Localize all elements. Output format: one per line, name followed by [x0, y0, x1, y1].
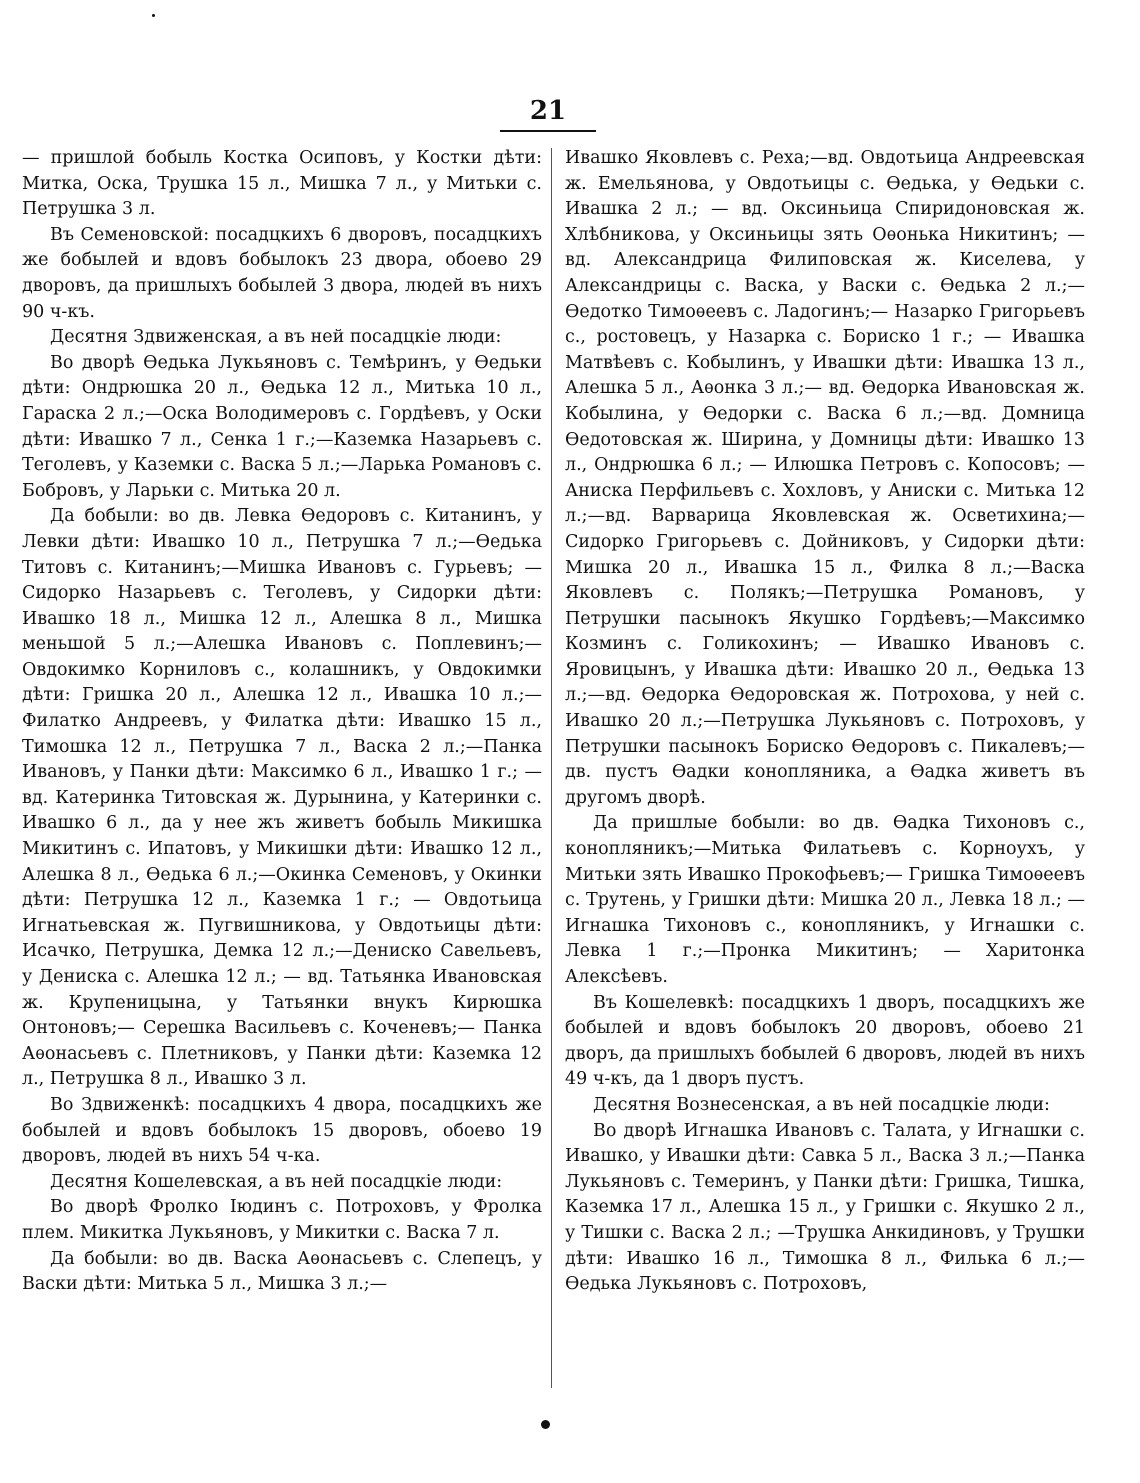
footer-dot	[541, 1420, 550, 1429]
paragraph: Во дворѣ Ѳедька Лукьяновъ с. Темѣринъ, у Ѳедьки дѣти: Ондрюшка 20 л., Ѳедька 12 л., Митька 10 л., Гараска 2 л.;—Оска Володимеровъ с. Гордѣевъ, у Оски дѣти: Ивашко 7 л., Сенка 1 г.;—Каземка Назарьевъ с. Теголевъ, у Каземки с. Васка 5 л.;—Ларька Романовъ с. Бобровъ, у Ларьки с. Митька 20 л.	[22, 352, 542, 501]
paragraph: Десятня Кошелевская, а въ ней посадцкіе люди:	[50, 1171, 503, 1192]
paragraph: Во дворѣ Фролко Іюдинъ с. Потроховъ, у Фролка плем. Микитка Лукьяновъ, у Микитки с. Васка 7 л.	[22, 1197, 542, 1243]
paragraph: — пришлой бобыль Костка Осиповъ, у Костки дѣти: Митка, Оска, Трушка 15 л., Мишка 7 л., у Митьки с. Петрушка 3 л.	[22, 148, 542, 220]
left-column	[22, 146, 542, 1298]
paragraph: Ивашко Яковлевъ с. Реха;—вд. Овдотьица Андреевская ж. Емельянова, у Овдотьицы с. Ѳедька, у Ѳедьки с. Ивашка 2 л.; — вд. Оксиньица Спиридоновская ж. Хлѣбникова, у Оксиньицы зять Оѳонька Никитинъ; — вд. Александрица Филиповская ж. Киселева, у Александрицы с. Васка, у Васки с. Ѳедька 2 л.;—Ѳедотко Тимоѳеевъ с. Ладогинъ;— Назарко Григорьевъ с., ростовецъ, у Назарка с. Бориско 1 г.; — Ивашка Матвѣевъ с. Кобылинъ, у Ивашки дѣти: Ивашка 13 л., Алешка 5 л., Аѳонка 3 л.;— вд. Ѳедорка Ивановская ж. Кобылина, у Ѳедорки с. Васка 6 л.;—вд. Домница Ѳедотовская ж. Ширина, у Домницы дѣти: Ивашко 13 л., Ондрюшка 6 л.; — Илюшка Петровъ с. Копосовъ; — Аниска Перфильевъ с. Хохловъ, у Аниски с. Митька 12 л.;—вд. Варварица Яковлевская ж. Осветихина;—Сидорко Григорьевъ с. Дойниковъ, у Сидорки дѣти: Мишка 20 л., Ивашка 15 л., Филка 8 л.;—Васка Яковлевъ с. Полякъ;—Петрушка Романовъ, у Петрушки пасынокъ Якушко Гордѣевъ;—Максимко Козминъ с. Голикохинъ; — Ивашко Ивановъ с. Яровицынъ, у Ивашка дѣти: Ивашко 20 л., Ѳедька 13 л.;—вд. Ѳедорка Ѳедоровская ж. Потрохова, у ней с. Ивашко 20 л.;—Петрушка Лукьяновъ с. Потроховъ, у Петрушки пасынокъ Бориско Ѳедоровъ с. Пикалевъ;—дв. пустъ Ѳадки конопляника, а Ѳадка живетъ въ другомъ дворѣ.	[565, 148, 1085, 808]
paragraph: Въ Семеновской: посадцкихъ 6 дворовъ, посадцкихъ же бобылей и вдовъ бобылокъ 23 двора, обоево 29 дворовъ, да пришлыхъ бобылей 3 двора, людей въ нихъ 90 ч-къ.	[22, 224, 542, 322]
paragraph: Въ Кошелевкѣ: посадцкихъ 1 дворъ, посадцкихъ же бобылей и вдовъ бобылокъ 20 дворовъ, обоево 21 дворъ, да пришлыхъ бобылей 6 дворовъ, людей въ нихъ 49 ч-къ, да 1 дворъ пустъ.	[565, 992, 1085, 1090]
paragraph: Десятня Вознесенская, а въ ней посадцкіе люди:	[593, 1094, 1050, 1115]
paragraph: Во Здвиженкѣ: посадцкихъ 4 двора, посадцкихъ же бобылей и вдовъ бобылокъ 15 дворовъ, обоево 19 дворовъ, людей въ нихъ 54 ч-ка.	[22, 1094, 542, 1167]
paragraph: Да пришлые бобыли: во дв. Ѳадка Тихоновъ с., конопляникъ;—Митька Филатьевъ с. Корноухъ, у Митьки зять Ивашко Прокофьевъ;— Гришка Тимоѳеевъ с. Трутень, у Гришки дѣти: Мишка 20 л., Левка 18 л.; — Игнашка Тихоновъ с., конопляникъ, у Игнашки с. Левка 1 г.;—Пронка Микитинъ; — Харитонка Алексѣевъ.	[565, 813, 1085, 987]
page-number: 21	[500, 98, 596, 132]
right-column	[565, 146, 1085, 1298]
paragraph: Да бобыли: во дв. Левка Ѳедоровъ с. Китанинъ, у Левки дѣти: Ивашко 10 л., Петрушка 7 л.;—Ѳедька Титовъ с. Китанинъ;—Мишка Ивановъ с. Гурьевъ; — Сидорко Назарьевъ с. Теголевъ, у Сидорки дѣти: Ивашко 18 л., Мишка 12 л., Алешка 8 л., Мишка меньшой 5 л.;—Алешка Ивановъ с. Поплевинъ;—Овдокимко Корниловъ с., колашникъ, у Овдокимки дѣти: Гришка 20 л., Алешка 12 л., Ивашка 10 л.;—Филатко Андреевъ, у Филатка дѣти: Ивашко 15 л., Тимошка 12 л., Петрушка 7 л., Васка 2 л.;—Панка Ивановъ, у Панки дѣти: Максимко 6 л., Ивашко 1 г.; — вд. Катеринка Титовская ж. Дурынина, у Катеринки с. Ивашко 6 л., да у нее жъ живетъ бобыль Микишка Микитинъ с. Ипатовъ, у Микишки дѣти: Ивашко 12 л., Алешка 8 л., Ѳедька 6 л.;—Окинка Семеновъ, у Окинки дѣти: Петрушка 12 л., Каземка 1 г.; — Овдотьица Игнатьевская ж. Пугвишникова, у Овдотьицы дѣти: Исачко, Петрушка, Демка 12 л.;—Дениско Савельевъ, у Дениска с. Алешка 12 л.; — вд. Татьянка Ивановская ж. Крупеницына, у Татьянки внукъ Кирюшка Онтоновъ;— Серешка Васильевъ с. Коченевъ;— Панка Аѳонасьевъ с. Плетниковъ, у Панки дѣти: Каземка 12 л., Петрушка 8 л., Ивашко 3 л.	[22, 506, 542, 1090]
ink-speck	[152, 14, 155, 17]
paragraph: Да бобыли: во дв. Васка Аѳонасьевъ с. Слепецъ, у Васки дѣти: Митька 5 л., Мишка 3 л.;—	[22, 1248, 542, 1295]
column-divider	[551, 148, 552, 1388]
paragraph: Десятня Здвиженская, а въ ней посадцкіе люди:	[50, 327, 502, 348]
paragraph: Во дворѣ Игнашка Ивановъ с. Талата, у Игнашки с. Ивашко, у Ивашки дѣти: Савка 5 л., Васка 3 л.;—Панка Лукьяновъ с. Темеринъ, у Панки дѣти: Гришка, Тишка, Каземка 17 л., Алешка 15 л., у Гришки с. Якушко 2 л., у Тишки с. Васка 2 л.; —Трушка Анкидиновъ, у Трушки дѣти: Ивашко 16 л., Тимошка 8 л., Филька 6 л.;—Ѳедька Лукьяновъ с. Потроховъ,	[565, 1120, 1085, 1295]
